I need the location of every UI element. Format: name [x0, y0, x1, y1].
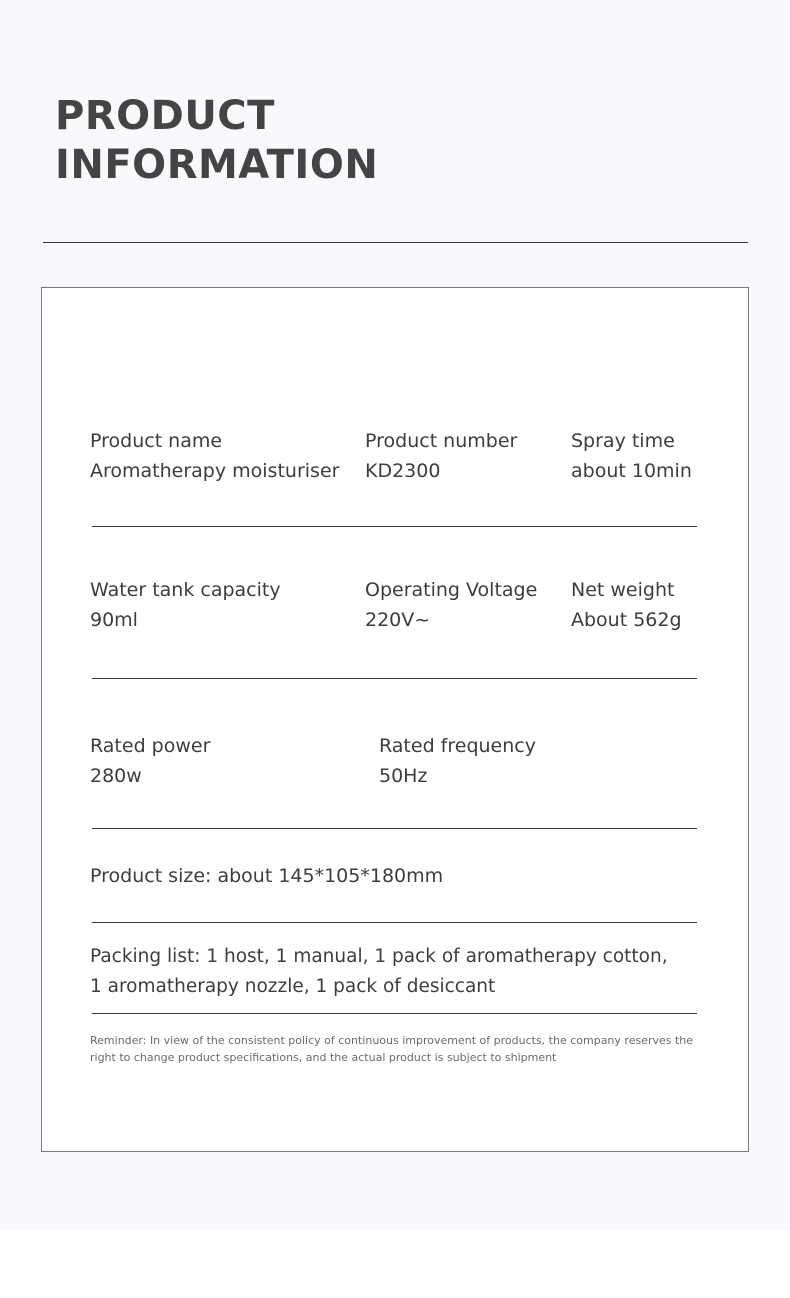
spec-value: 280w — [90, 765, 142, 787]
spec-product-size: Product size: about 145*105*180mm — [90, 865, 444, 887]
spec-label: Product number — [365, 430, 518, 452]
spec-value: Aromatherapy moisturiser — [90, 460, 340, 482]
row-divider — [92, 1013, 697, 1014]
spec-rated-power — [90, 731, 210, 791]
spec-value: 50Hz — [379, 765, 428, 787]
spec-water-tank-capacity — [90, 575, 281, 635]
reminder-note: Reminder: In view of the consistent policy of continuous improvement of products, the company reserves the right to change product specifications, and the actual product is subject to shipment — [90, 1034, 694, 1064]
spec-label: Operating Voltage — [365, 579, 538, 601]
title-divider — [43, 242, 748, 243]
spec-product-name — [90, 426, 339, 486]
page-title — [55, 92, 378, 190]
spec-value: KD2300 — [365, 460, 441, 482]
row-divider — [92, 828, 697, 829]
spec-packing-list-line-1: Packing list: 1 host, 1 manual, 1 pack of aromatherapy cotton, — [90, 946, 668, 967]
row-divider — [92, 678, 697, 679]
spec-value: 220V~ — [365, 609, 431, 631]
spec-value: 90ml — [90, 609, 138, 631]
title-line-2: INFORMATION — [55, 142, 379, 188]
spec-label: Rated power — [90, 735, 211, 757]
spec-packing-list-line-2: 1 aromatherapy nozzle, 1 pack of desiccant — [90, 976, 496, 997]
row-divider — [92, 526, 697, 527]
spec-label: Water tank capacity — [90, 579, 281, 601]
spec-product-number — [365, 426, 517, 486]
spec-label: Spray time — [571, 430, 675, 452]
spec-net-weight — [571, 575, 682, 635]
spec-label: Product name — [90, 430, 223, 452]
row-divider — [92, 922, 697, 923]
spec-value: About 562g — [571, 609, 682, 631]
spec-value: about 10min — [571, 460, 692, 482]
spec-operating-voltage — [365, 575, 537, 635]
spec-label: Net weight — [571, 579, 675, 601]
product-info-card — [41, 287, 749, 1152]
spec-rated-frequency — [379, 731, 536, 791]
title-line-1: PRODUCT — [55, 93, 275, 139]
spec-label: Rated frequency — [379, 735, 536, 757]
spec-spray-time — [571, 426, 692, 486]
